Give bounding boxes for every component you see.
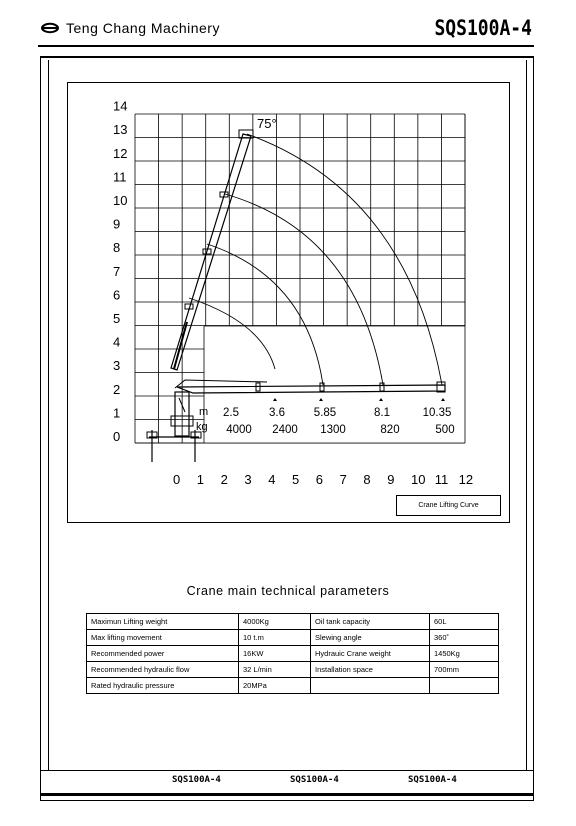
y-tick-label: 5 xyxy=(113,311,121,326)
header-rule xyxy=(38,45,534,47)
param-label: Recommended power xyxy=(87,646,239,662)
params-row xyxy=(87,646,499,662)
y-tick-label: 2 xyxy=(113,381,121,397)
param-label xyxy=(311,678,430,694)
company-logo-icon xyxy=(40,22,60,34)
x-tick-label: 2 xyxy=(220,472,228,487)
load-label: 2400 xyxy=(272,424,298,436)
radius-label: 2.5 xyxy=(223,407,239,419)
param-value: 4000Kg xyxy=(239,614,311,630)
footer-model-2: SQS100A-4 xyxy=(290,775,339,785)
params-row xyxy=(87,662,499,678)
y-tick-labels xyxy=(113,99,127,444)
param-label: Maximun Lifting weight xyxy=(87,614,239,630)
footer-model-1: SQS100A-4 xyxy=(172,775,221,785)
radius-label: 10.35 xyxy=(422,407,452,419)
company-name: Teng Chang Machinery xyxy=(66,20,220,36)
frame-top-rule xyxy=(40,56,534,58)
radius-label: 5.85 xyxy=(313,407,337,419)
frame-bottom-rule xyxy=(40,770,534,771)
x-tick-label: 4 xyxy=(268,472,276,487)
x-tick-label: 9 xyxy=(387,472,395,487)
param-value: 700mm xyxy=(430,662,499,678)
model-title: SQS100A-4 xyxy=(434,16,532,42)
param-value: 60L xyxy=(430,614,499,630)
footer-model-3: SQS100A-4 xyxy=(408,775,457,785)
load-label: 1300 xyxy=(320,424,346,436)
y-tick-label: 4 xyxy=(113,334,121,350)
x-tick-label: 7 xyxy=(339,472,347,487)
y-tick-label: 13 xyxy=(113,122,128,138)
y-tick-label: 8 xyxy=(113,240,121,256)
params-row xyxy=(87,614,499,630)
param-label: Slewing angle xyxy=(311,630,430,646)
param-value: 10 t.m xyxy=(239,630,311,646)
param-label: Oil tank capacity xyxy=(311,614,430,630)
y-tick-label: 14 xyxy=(113,98,128,114)
y-tick-label: 1 xyxy=(113,405,121,421)
x-tick-label: 10 xyxy=(411,472,426,487)
unit-kg-label: kg xyxy=(196,421,208,433)
frame-left-rule xyxy=(48,60,49,770)
y-tick-label: 9 xyxy=(113,216,121,232)
x-tick-label: 6 xyxy=(315,472,324,487)
frame-right-rule xyxy=(526,60,527,770)
params-table xyxy=(86,613,499,694)
param-label: Installation space xyxy=(311,662,430,678)
param-value: 16KW xyxy=(239,646,311,662)
x-tick-label: 12 xyxy=(458,472,474,487)
y-tick-label: 12 xyxy=(113,145,128,161)
param-value xyxy=(430,678,499,694)
radius-label: 8.1 xyxy=(374,407,390,419)
y-tick-label: 10 xyxy=(113,193,128,208)
y-tick-label: 3 xyxy=(113,358,121,374)
param-label: Hydrauic Crane weight xyxy=(311,646,430,662)
x-tick-label: 5 xyxy=(292,472,300,487)
x-tick-label: 1 xyxy=(196,472,205,487)
y-tick-label: 6 xyxy=(113,287,121,303)
y-tick-label: 0 xyxy=(113,429,121,444)
x-tick-label: 3 xyxy=(244,472,252,487)
chart-grid xyxy=(135,114,466,443)
x-tick-labels xyxy=(173,472,473,487)
x-tick-label: 11 xyxy=(434,472,449,487)
params-row xyxy=(87,630,499,646)
load-label: 820 xyxy=(380,424,400,436)
param-value: 20MPa xyxy=(239,678,311,694)
boom-angle-label: 75° xyxy=(257,116,277,131)
unit-m-label: m xyxy=(199,406,209,418)
param-label: Rated hydraulic pressure xyxy=(87,678,239,694)
radius-label: 3.6 xyxy=(269,407,285,419)
chart-caption: Crane Lifting Curve xyxy=(396,495,501,516)
param-value: 360˚ xyxy=(430,630,499,646)
params-title: Crane main technical parameters xyxy=(186,584,390,598)
param-label: Max lifting movement xyxy=(87,630,239,646)
x-tick-label: 8 xyxy=(363,472,371,487)
param-label: Recommended hydraulic flow xyxy=(87,662,239,678)
y-tick-label: 7 xyxy=(113,263,121,279)
frame-bottom-thick-rule xyxy=(40,793,534,796)
load-label: 4000 xyxy=(226,424,252,436)
y-tick-label: 11 xyxy=(113,169,127,185)
param-value: 32 L/min xyxy=(239,662,311,678)
load-label: 500 xyxy=(435,424,455,436)
brand xyxy=(40,20,220,36)
lifting-curve-chart xyxy=(67,82,510,523)
param-value: 1450Kg xyxy=(430,646,499,662)
x-tick-label: 0 xyxy=(173,472,181,487)
params-row xyxy=(87,678,499,694)
